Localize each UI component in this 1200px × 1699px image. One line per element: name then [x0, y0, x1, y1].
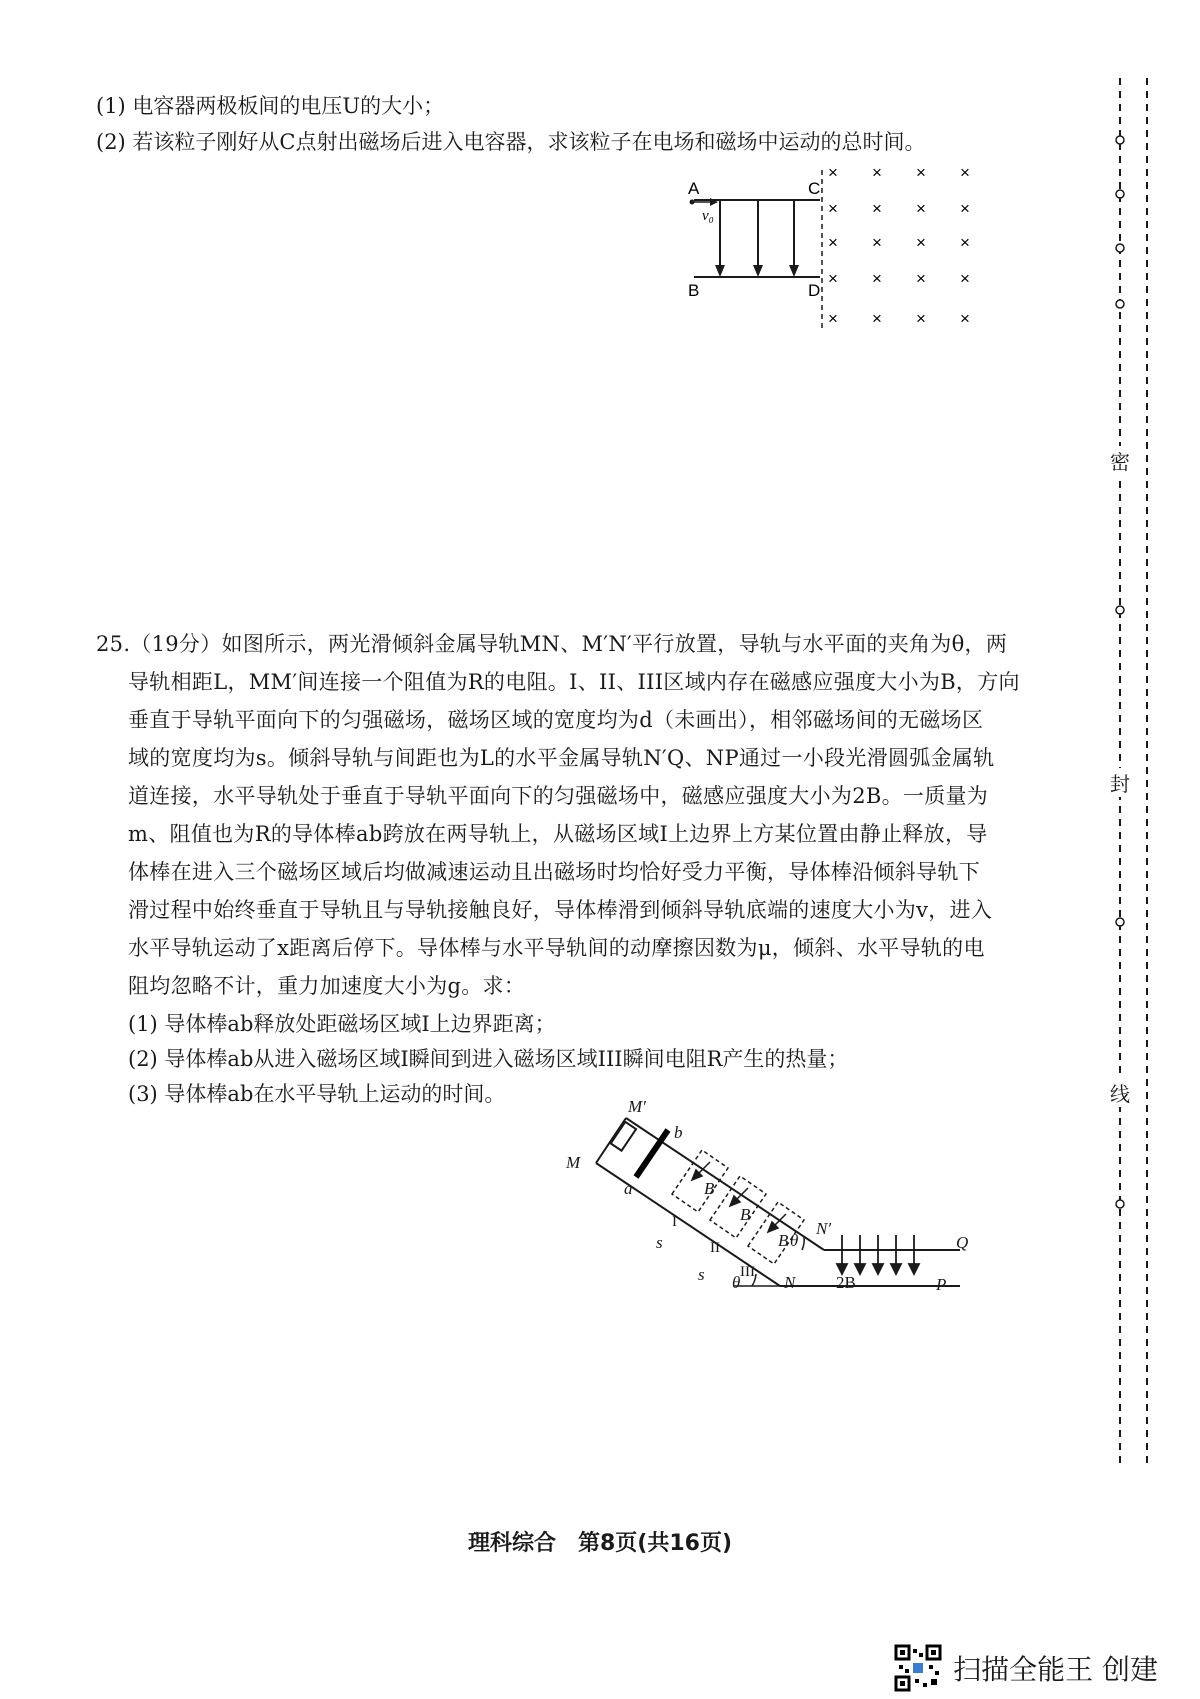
q25-line-4: 域的宽度均为s。倾斜导轨与间距也为L的水平金属导轨N′Q、NP通过一小段光滑圆弧金属轨 — [128, 746, 995, 770]
svg-text:×: × — [872, 309, 882, 328]
label-v0: v₀ — [702, 208, 714, 224]
q25-line-2: 导轨相距L，MM′间连接一个阻值为R的电阻。I、II、III区域内存在磁感应强度大小为B，方向 — [128, 670, 1020, 694]
q25-sub-2: (2) 导体棒ab从进入磁场区域I瞬间到进入磁场区域III瞬间电阻R产生的热量； — [128, 1047, 849, 1071]
label-M: M — [566, 1153, 581, 1172]
svg-text:×: × — [828, 163, 838, 182]
q25-line-5: 道连接，水平导轨处于垂直于导轨平面向下的匀强磁场中，磁感应强度大小为2B。一质量为 — [128, 784, 989, 808]
question-25 — [96, 625, 1036, 1112]
svg-text:×: × — [872, 163, 882, 182]
q25-line-10: 阻均忽略不计，重力加速度大小为g。求： — [128, 974, 526, 998]
label-B-2: B — [740, 1205, 751, 1224]
q25-line-8: 滑过程中始终垂直于导轨且与导轨接触良好，导体棒滑到倾斜导轨底端的速度大小为v，进入 — [128, 898, 993, 922]
resistor-R — [611, 1122, 636, 1151]
scanner-text: 扫描全能王 创建 — [953, 1653, 1158, 1686]
label-C: C — [808, 179, 821, 198]
q25-line-3: 垂直于导轨平面向下的匀强磁场，磁场区域的宽度均为d（未画出），相邻磁场间的无磁场区 — [128, 708, 984, 732]
seal-line-rail — [1100, 78, 1150, 1463]
svg-text:×: × — [872, 199, 882, 218]
label-D: D — [808, 281, 821, 300]
svg-text:×: × — [828, 233, 838, 252]
svg-text:×: × — [916, 163, 926, 182]
svg-text:×: × — [960, 233, 970, 252]
q25-line-9: 水平导轨运动了x距离后停下。导体棒与水平导轨间的动摩擦因数为μ，倾斜、水平导轨的电 — [128, 936, 985, 960]
label-theta-2: θ — [790, 1231, 799, 1250]
svg-text:×: × — [828, 199, 838, 218]
label-b: b — [674, 1123, 683, 1142]
svg-text:×: × — [916, 233, 926, 252]
label-region-I: I — [672, 1214, 677, 1230]
svg-text:×: × — [828, 269, 838, 288]
label-M-prime: M′ — [628, 1097, 646, 1116]
label-B-1: B — [704, 1179, 715, 1198]
svg-text:×: × — [916, 269, 926, 288]
label-Q: Q — [956, 1233, 969, 1252]
svg-text:×: × — [960, 269, 970, 288]
page-footer: 理科综合 第8页(共16页) — [467, 1531, 733, 1556]
inclined-rails-figure — [566, 1090, 1040, 1300]
magnetic-field-crosses — [828, 163, 970, 328]
label-N: N — [784, 1273, 796, 1292]
q25-line-1: 25.（19分）如图所示，两光滑倾斜金属导轨MN、M′N′平行放置，导轨与水平面的夹角为θ，两 — [96, 632, 1008, 656]
label-A: A — [688, 179, 700, 198]
label-s-2: s — [698, 1265, 705, 1284]
capacitor-field-figure — [680, 160, 1060, 350]
q24-item-1: (1) 电容器两极板间的电压U的大小； — [96, 94, 445, 118]
svg-text:×: × — [828, 309, 838, 328]
label-region-III: III — [740, 1264, 755, 1280]
label-theta-1: θ — [732, 1273, 741, 1292]
rail-char-mi: 密 — [1100, 446, 1140, 475]
label-B-3: B — [778, 1231, 789, 1250]
horizontal-field-arrows — [837, 1235, 919, 1274]
svg-text:×: × — [960, 163, 970, 182]
label-P: P — [936, 1275, 947, 1294]
svg-text:×: × — [872, 269, 882, 288]
rail-char-xian: 线 — [1100, 1078, 1140, 1107]
q25-line-7: 体棒在进入三个磁场区域后均做减速运动且出磁场时均恰好受力平衡，导体棒沿倾斜导轨下 — [128, 860, 980, 884]
rail-char-feng: 封 — [1100, 768, 1140, 797]
svg-text:×: × — [916, 309, 926, 328]
label-region-II: II — [710, 1240, 720, 1256]
scanner-watermark — [895, 1645, 1158, 1691]
conductor-ab — [636, 1130, 668, 1177]
qr-code-icon — [895, 1645, 941, 1691]
label-a: a — [624, 1179, 633, 1198]
svg-text:×: × — [916, 199, 926, 218]
q25-sub-3: (3) 导体棒ab在水平导轨上运动的时间。 — [128, 1082, 506, 1106]
label-B: B — [688, 281, 700, 300]
q25-sub-1: (1) 导体棒ab释放处距磁场区域I上边界距离； — [128, 1012, 556, 1036]
svg-text:×: × — [960, 199, 970, 218]
label-s-1: s — [656, 1233, 663, 1252]
q25-line-6: m、阻值也为R的导体棒ab跨放在两导轨上，从磁场区域I上边界上方某位置由静止释放，导 — [128, 822, 988, 846]
svg-text:×: × — [872, 233, 882, 252]
label-2B: 2B — [836, 1273, 856, 1292]
svg-text:×: × — [960, 309, 970, 328]
label-N-prime: N′ — [816, 1219, 832, 1238]
q24-item-2: (2) 若该粒子刚好从C点射出磁场后进入电容器，求该粒子在电场和磁场中运动的总时间。 — [96, 130, 926, 154]
